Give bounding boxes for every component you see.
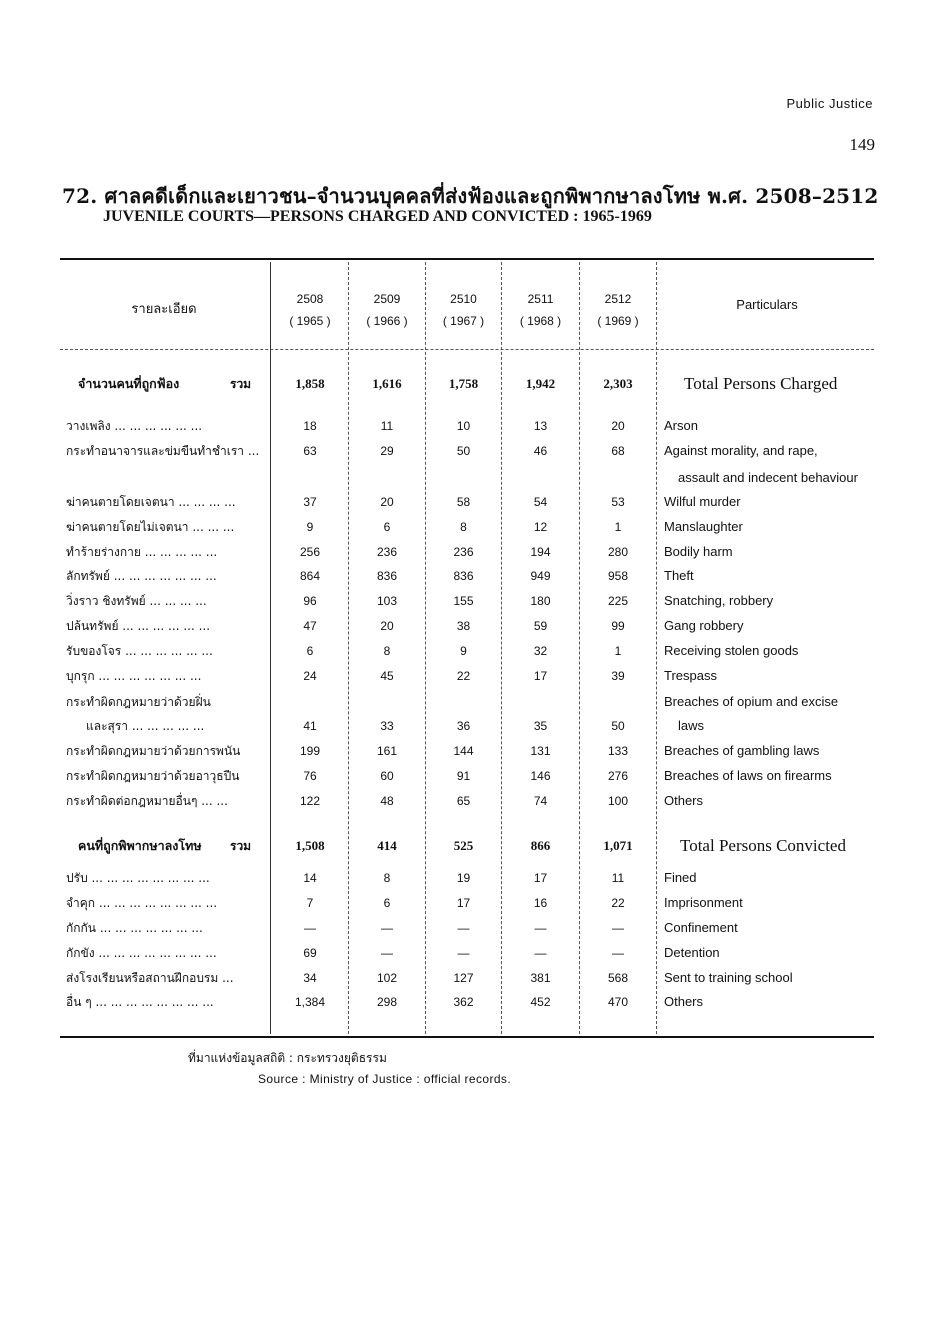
row-label-english: Imprisonment	[664, 895, 743, 910]
table-row	[0, 415, 941, 437]
row-label-english: Theft	[664, 568, 694, 583]
row-label-english: Breaches of opium and excise	[664, 694, 839, 709]
table-row	[0, 615, 941, 637]
row-label-thai: กระทำผิดกฎหมายว่าด้วยการพนัน	[66, 744, 241, 758]
value-2508: 1,858	[295, 376, 325, 391]
row-label-thai: ฆ่าคนตายโดยไม่เจตนา ... ... ...	[66, 520, 235, 534]
row-label-english: Sent to training school	[664, 970, 793, 985]
value-2509: 33	[380, 719, 394, 733]
value-2509: 103	[376, 594, 398, 608]
value-2510: 362	[453, 995, 474, 1009]
row-label-thai: ทำร้ายร่างกาย ... ... ... ... ...	[66, 545, 218, 559]
row-label-thai: ฆ่าคนตายโดยเจตนา ... ... ... ...	[66, 495, 236, 509]
value-2509: 102	[376, 971, 398, 985]
table-bottom-rule	[60, 1036, 874, 1038]
value-2509: 60	[380, 769, 394, 783]
value-2510: 22	[456, 669, 471, 683]
value-2511: 17	[533, 871, 548, 885]
page-number: 149	[849, 135, 875, 154]
row-label-english: Gang robbery	[664, 618, 744, 633]
value-2508: 18	[303, 419, 317, 433]
row-label-thai: วางเพลิง ... ... ... ... ... ...	[66, 419, 203, 433]
value-2509: 414	[377, 838, 397, 853]
value-2512: 11	[611, 871, 625, 885]
year-header-2510: 2510 ( 1967 )	[442, 292, 485, 328]
value-2512: 2,303	[603, 376, 633, 391]
title-thai: 72. ศาลคดีเด็กและเยาวชน–จำนวนบุคคลที่ส่งฟ้องและถูกพิพากษาลงโทษ พ.ศ. 2508–2512	[62, 184, 879, 208]
table-row	[0, 740, 941, 762]
row-label-thai: กระทำผิดกฎหมายว่าด้วยฝิ่น	[66, 695, 211, 709]
table-row	[0, 590, 941, 612]
value-2508: 256	[299, 545, 321, 559]
value-2511: 17	[533, 669, 548, 683]
value-2508: 76	[303, 769, 317, 783]
value-2508: 1,508	[295, 838, 325, 853]
value-2508: 9	[306, 520, 314, 534]
value-2510: 1,758	[448, 376, 479, 391]
value-2509: 298	[376, 995, 398, 1009]
value-2508: 34	[303, 971, 317, 985]
value-2509: 48	[380, 794, 394, 808]
row-label-english: Breaches of laws on firearms	[664, 768, 832, 783]
table-row	[0, 665, 941, 687]
column-header-thai: รายละเอียด	[131, 302, 197, 317]
row-label-english: Detention	[664, 945, 720, 960]
source-english: Source : Ministry of Justice : official records.	[258, 1072, 512, 1086]
value-2511: 194	[530, 545, 551, 559]
value-2512: 133	[607, 744, 629, 758]
value-2508: 6	[306, 644, 314, 658]
row-label-english-continued: assault and indecent behaviour	[678, 470, 858, 485]
value-2508: 47	[303, 619, 317, 633]
row-label-thai: กระทำผิดต่อกฎหมายอื่นๆ ... ...	[66, 794, 228, 808]
row-label-thai: ปล้นทรัพย์ ... ... ... ... ... ...	[66, 619, 211, 633]
value-2511: 452	[530, 995, 551, 1009]
table-row	[0, 892, 941, 914]
header-section: Public Justice	[786, 96, 873, 111]
value-2510: 36	[456, 719, 471, 733]
value-2512: 225	[607, 594, 629, 608]
value-2509: —	[381, 921, 393, 935]
row-label-thai: อื่น ๆ ... ... ... ... ... ... ... ...	[66, 995, 214, 1009]
row-total-label-thai: รวม	[230, 839, 252, 853]
source-thai: ที่มาแห่งข้อมูลสถิติ : กระทรวงยุติธรรม	[188, 1051, 387, 1065]
value-2512: 568	[607, 971, 629, 985]
value-2510: 236	[453, 545, 474, 559]
row-label-thai: กักขัง ... ... ... ... ... ... ... ...	[66, 946, 217, 960]
value-2511: 180	[530, 594, 551, 608]
row-label-english-continued: laws	[678, 718, 705, 733]
value-2512: 280	[607, 545, 629, 559]
value-2509: 29	[380, 444, 394, 458]
value-2512: —	[612, 921, 624, 935]
row-label-english: Snatching, robbery	[664, 593, 774, 608]
row-label-thai: กักกัน ... ... ... ... ... ... ...	[66, 921, 203, 935]
value-2509: 6	[383, 520, 391, 534]
value-2510: 17	[456, 896, 471, 910]
value-2510: —	[457, 921, 470, 935]
value-2509: —	[381, 946, 393, 960]
value-2508: 69	[303, 946, 317, 960]
value-2512: 100	[607, 794, 629, 808]
value-2510: 155	[453, 594, 474, 608]
row-label-english: Others	[664, 994, 704, 1009]
value-2509: 20	[380, 619, 394, 633]
value-2511: 46	[533, 444, 548, 458]
table-row	[0, 867, 941, 889]
table-row	[0, 440, 941, 462]
row-label-thai-continued: และสุรา ... ... ... ... ...	[86, 719, 205, 733]
value-2511: 949	[530, 569, 551, 583]
value-2509: 836	[376, 569, 398, 583]
value-2510: 19	[456, 871, 471, 885]
total-convicted-row	[0, 835, 941, 857]
value-2508: 96	[303, 594, 317, 608]
row-label-thai: ส่งโรงเรียนหรือสถานฝึกอบรม ...	[66, 971, 234, 985]
value-2508: 199	[299, 744, 321, 758]
value-2511: 131	[530, 744, 551, 758]
value-2511: 12	[533, 520, 548, 534]
table-row	[0, 765, 941, 787]
value-2511: 13	[533, 419, 548, 433]
value-2510: —	[457, 946, 470, 960]
row-total-label-thai: รวม	[230, 377, 252, 391]
table-row	[0, 491, 941, 513]
value-2512: 68	[611, 444, 625, 458]
year-header-2508: 2508 ( 1965 )	[289, 292, 331, 328]
value-2512: 22	[611, 896, 625, 910]
value-2508: 37	[303, 495, 317, 509]
value-2512: —	[612, 946, 624, 960]
value-2512: 1	[614, 520, 622, 534]
value-2511: 16	[533, 896, 548, 910]
value-2512: 276	[607, 769, 629, 783]
row-label-thai: จำคุก ... ... ... ... ... ... ... ...	[66, 896, 218, 910]
value-2510: 8	[460, 520, 467, 534]
value-2512: 1	[614, 644, 622, 658]
value-2510: 38	[456, 619, 471, 633]
value-2512: 39	[611, 669, 625, 683]
row-label-thai: จำนวนคนที่ถูกฟ้อง	[78, 376, 180, 391]
value-2508: 41	[303, 719, 317, 733]
row-label-thai: กระทำอนาจารและข่มขืนทำชำเรา ...	[66, 444, 260, 458]
value-2512: 20	[611, 419, 625, 433]
value-2510: 144	[453, 744, 474, 758]
value-2511: 32	[533, 644, 548, 658]
value-2509: 161	[376, 744, 398, 758]
table-row	[0, 942, 941, 964]
row-label-thai: ปรับ ... ... ... ... ... ... ... ...	[66, 871, 210, 885]
value-2510: 127	[453, 971, 474, 985]
row-label-english: Total Persons Convicted	[680, 836, 846, 855]
row-label-english: Trespass	[664, 668, 717, 683]
row-label-thai: วิ่งราว ชิงทรัพย์ ... ... ... ...	[66, 594, 207, 608]
value-2511: 59	[533, 619, 548, 633]
row-label-thai: ลักทรัพย์ ... ... ... ... ... ... ...	[66, 569, 217, 583]
title-english: JUVENILE COURTS—PERSONS CHARGED AND CONVICTED : 1965-1969	[103, 208, 652, 225]
value-2510: 58	[456, 495, 471, 509]
table-row	[0, 565, 941, 587]
table-row-continuation	[0, 467, 941, 489]
row-label-english: Receiving stolen goods	[664, 643, 799, 658]
row-label-thai: คนที่ถูกพิพากษาลงโทษ	[78, 838, 202, 853]
row-label-english: Against morality, and rape,	[664, 443, 818, 458]
row-label-english: Wilful murder	[664, 494, 741, 509]
value-2510: 836	[453, 569, 474, 583]
value-2508: 63	[303, 444, 317, 458]
value-2508: 1,384	[294, 995, 326, 1009]
row-label-thai: กระทำผิดกฎหมายว่าด้วยอาวุธปืน	[66, 769, 240, 783]
value-2508: 24	[303, 669, 317, 683]
value-2512: 958	[607, 569, 629, 583]
column-header-english: Particulars	[736, 297, 798, 312]
table-row	[0, 715, 941, 737]
row-label-thai: รับของโจร ... ... ... ... ... ...	[66, 644, 213, 658]
value-2508: 864	[299, 569, 321, 583]
value-2508: —	[304, 921, 316, 935]
value-2511: —	[534, 921, 547, 935]
row-label-english: Breaches of gambling laws	[664, 743, 820, 758]
value-2511: 1,942	[525, 376, 556, 391]
row-label-english: Fined	[664, 870, 697, 885]
value-2509: 6	[383, 896, 391, 910]
value-2511: 866	[530, 838, 551, 853]
value-2509: 11	[380, 419, 394, 433]
table-top-rule	[60, 258, 874, 260]
value-2511: 54	[533, 495, 548, 509]
table-header-rule	[60, 349, 874, 350]
value-2511: 35	[533, 719, 548, 733]
value-2512: 99	[611, 619, 625, 633]
value-2510: 91	[456, 769, 471, 783]
year-header-2509: 2509 ( 1966 )	[366, 292, 408, 328]
value-2509: 20	[380, 495, 394, 509]
value-2510: 50	[456, 444, 471, 458]
value-2510: 525	[453, 838, 474, 853]
table-row	[0, 991, 941, 1013]
table-row	[0, 790, 941, 812]
value-2512: 53	[611, 495, 625, 509]
value-2509: 45	[380, 669, 394, 683]
value-2511: 74	[533, 794, 548, 808]
row-label-english: Bodily harm	[664, 544, 733, 559]
row-label-thai: บุกรุก ... ... ... ... ... ... ...	[66, 669, 202, 683]
value-2508: 14	[303, 871, 317, 885]
value-2508: 122	[299, 794, 321, 808]
value-2511: —	[534, 946, 547, 960]
value-2508: 7	[306, 896, 314, 910]
row-label-english: Total Persons Charged	[684, 374, 838, 393]
value-2510: 9	[460, 644, 467, 658]
value-2510: 10	[456, 419, 471, 433]
table-row	[0, 516, 941, 538]
total-charged-row	[0, 373, 941, 395]
row-label-english: Manslaughter	[664, 519, 743, 534]
value-2510: 65	[456, 794, 471, 808]
value-2509: 1,616	[372, 376, 402, 391]
value-2509: 8	[383, 644, 391, 658]
table-row	[0, 541, 941, 563]
value-2509: 8	[383, 871, 391, 885]
row-label-english: Others	[664, 793, 704, 808]
value-2511: 146	[530, 769, 551, 783]
table-row	[0, 917, 941, 939]
row-label-english: Confinement	[664, 920, 738, 935]
value-2511: 381	[530, 971, 551, 985]
year-header-2512: 2512 ( 1969 )	[597, 292, 639, 328]
table-row	[0, 967, 941, 989]
value-2512: 50	[611, 719, 625, 733]
year-header-2511: 2511 ( 1968 )	[519, 292, 562, 328]
table-row-first-line	[0, 691, 941, 713]
table-row	[0, 640, 941, 662]
value-2509: 236	[376, 545, 398, 559]
value-2512: 1,071	[603, 838, 633, 853]
row-label-english: Arson	[664, 418, 698, 433]
value-2512: 470	[607, 995, 629, 1009]
